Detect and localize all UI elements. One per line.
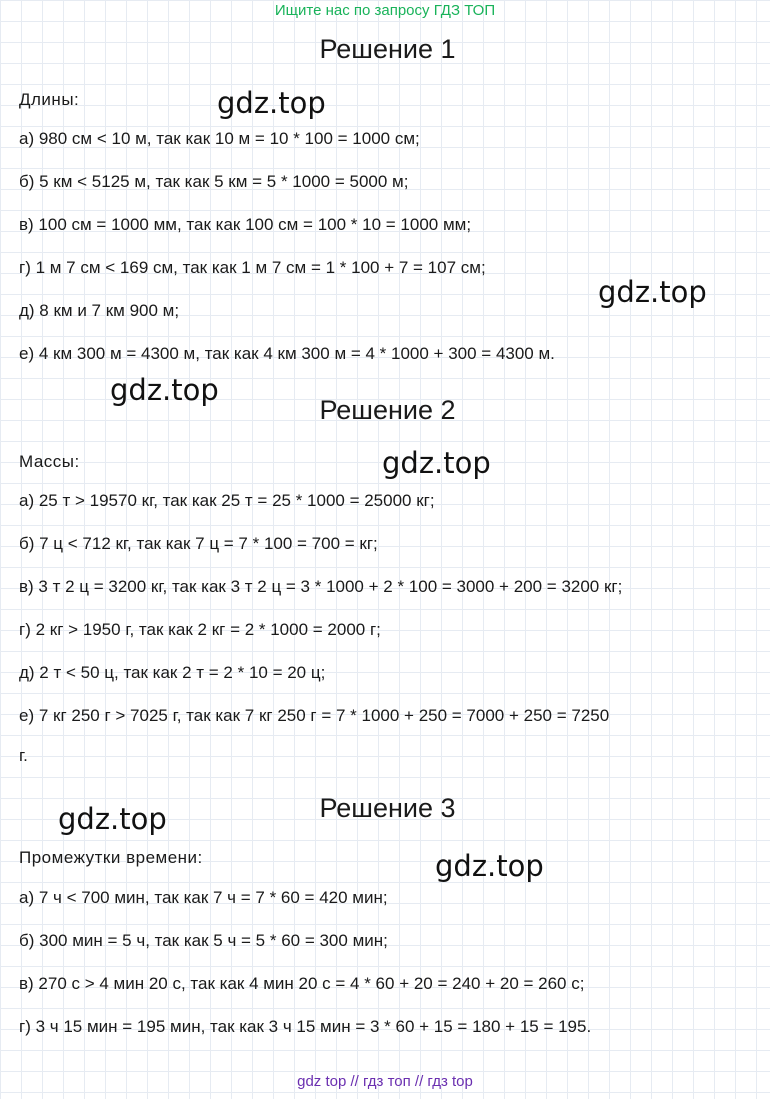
section-3-line-d: г) 3 ч 15 мин = 195 мин, так как 3 ч 15 мин = 3 * 60 + 15 = 180 + 15 = 195. [19, 1017, 592, 1036]
section-2-line-a: а) 25 т > 19570 кг, так как 25 т = 25 * 1000 = 25000 кг; [19, 491, 435, 510]
section-2-line-b: б) 7 ц < 712 кг, так как 7 ц = 7 * 100 = 700 = кг; [19, 534, 378, 553]
watermark: gdz.top [58, 802, 167, 836]
section-3-title: Решение 3 [319, 793, 456, 823]
section-1-line-a: а) 980 см < 10 м, так как 10 м = 10 * 100 = 1000 см; [19, 129, 420, 148]
watermark: gdz.top [598, 275, 707, 309]
section-1-line-b: б) 5 км < 5125 м, так как 5 км = 5 * 1000 = 5000 м; [19, 172, 409, 191]
section-2-line-f: е) 7 кг 250 г > 7025 г, так как 7 кг 250 г = 7 * 1000 + 250 = 7000 + 250 = 7250 [19, 706, 610, 725]
section-1-line-c: в) 100 см = 1000 мм, так как 100 см = 100 * 10 = 1000 мм; [19, 215, 472, 234]
section-2-title: Решение 2 [319, 395, 456, 425]
section-3-line-c: в) 270 с > 4 мин 20 с, так как 4 мин 20 с = 4 * 60 + 20 = 240 + 20 = 260 с; [19, 974, 585, 993]
watermark: gdz.top [435, 849, 544, 883]
section-3-subtitle: Промежутки времени: [19, 848, 203, 867]
top-banner: Ищите нас по запросу ГДЗ ТОП [274, 2, 496, 19]
section-3-line-a: а) 7 ч < 700 мин, так как 7 ч = 7 * 60 = 420 мин; [19, 888, 388, 907]
watermark: gdz.top [110, 373, 219, 407]
section-1-line-d: г) 1 м 7 см < 169 см, так как 1 м 7 см = 1 * 100 + 7 = 107 см; [19, 258, 486, 277]
section-2-line-d: г) 2 кг > 1950 г, так как 2 кг = 2 * 1000 = 2000 г; [19, 620, 381, 639]
watermark: gdz.top [382, 446, 491, 480]
section-2-line-c: в) 3 т 2 ц = 3200 кг, так как 3 т 2 ц = 3 * 1000 + 2 * 100 = 3000 + 200 = 3200 кг; [19, 577, 623, 596]
section-2-subtitle: Массы: [19, 452, 80, 471]
section-1-title: Решение 1 [319, 34, 456, 64]
section-2-line-f-cont: г. [19, 746, 28, 765]
section-3-line-b: б) 300 мин = 5 ч, так как 5 ч = 5 * 60 = 300 мин; [19, 931, 388, 950]
section-2-line-e: д) 2 т < 50 ц, так как 2 т = 2 * 10 = 20 ц; [19, 663, 326, 682]
watermark: gdz.top [217, 86, 326, 120]
footer-links[interactable]: gdz top // гдз топ // гдз top [297, 1073, 473, 1090]
section-1-line-f: е) 4 км 300 м = 4300 м, так как 4 км 300 м = 4 * 1000 + 300 = 4300 м. [19, 344, 555, 363]
section-1-subtitle: Длины: [19, 90, 80, 109]
section-1-line-e: д) 8 км и 7 км 900 м; [19, 301, 180, 320]
